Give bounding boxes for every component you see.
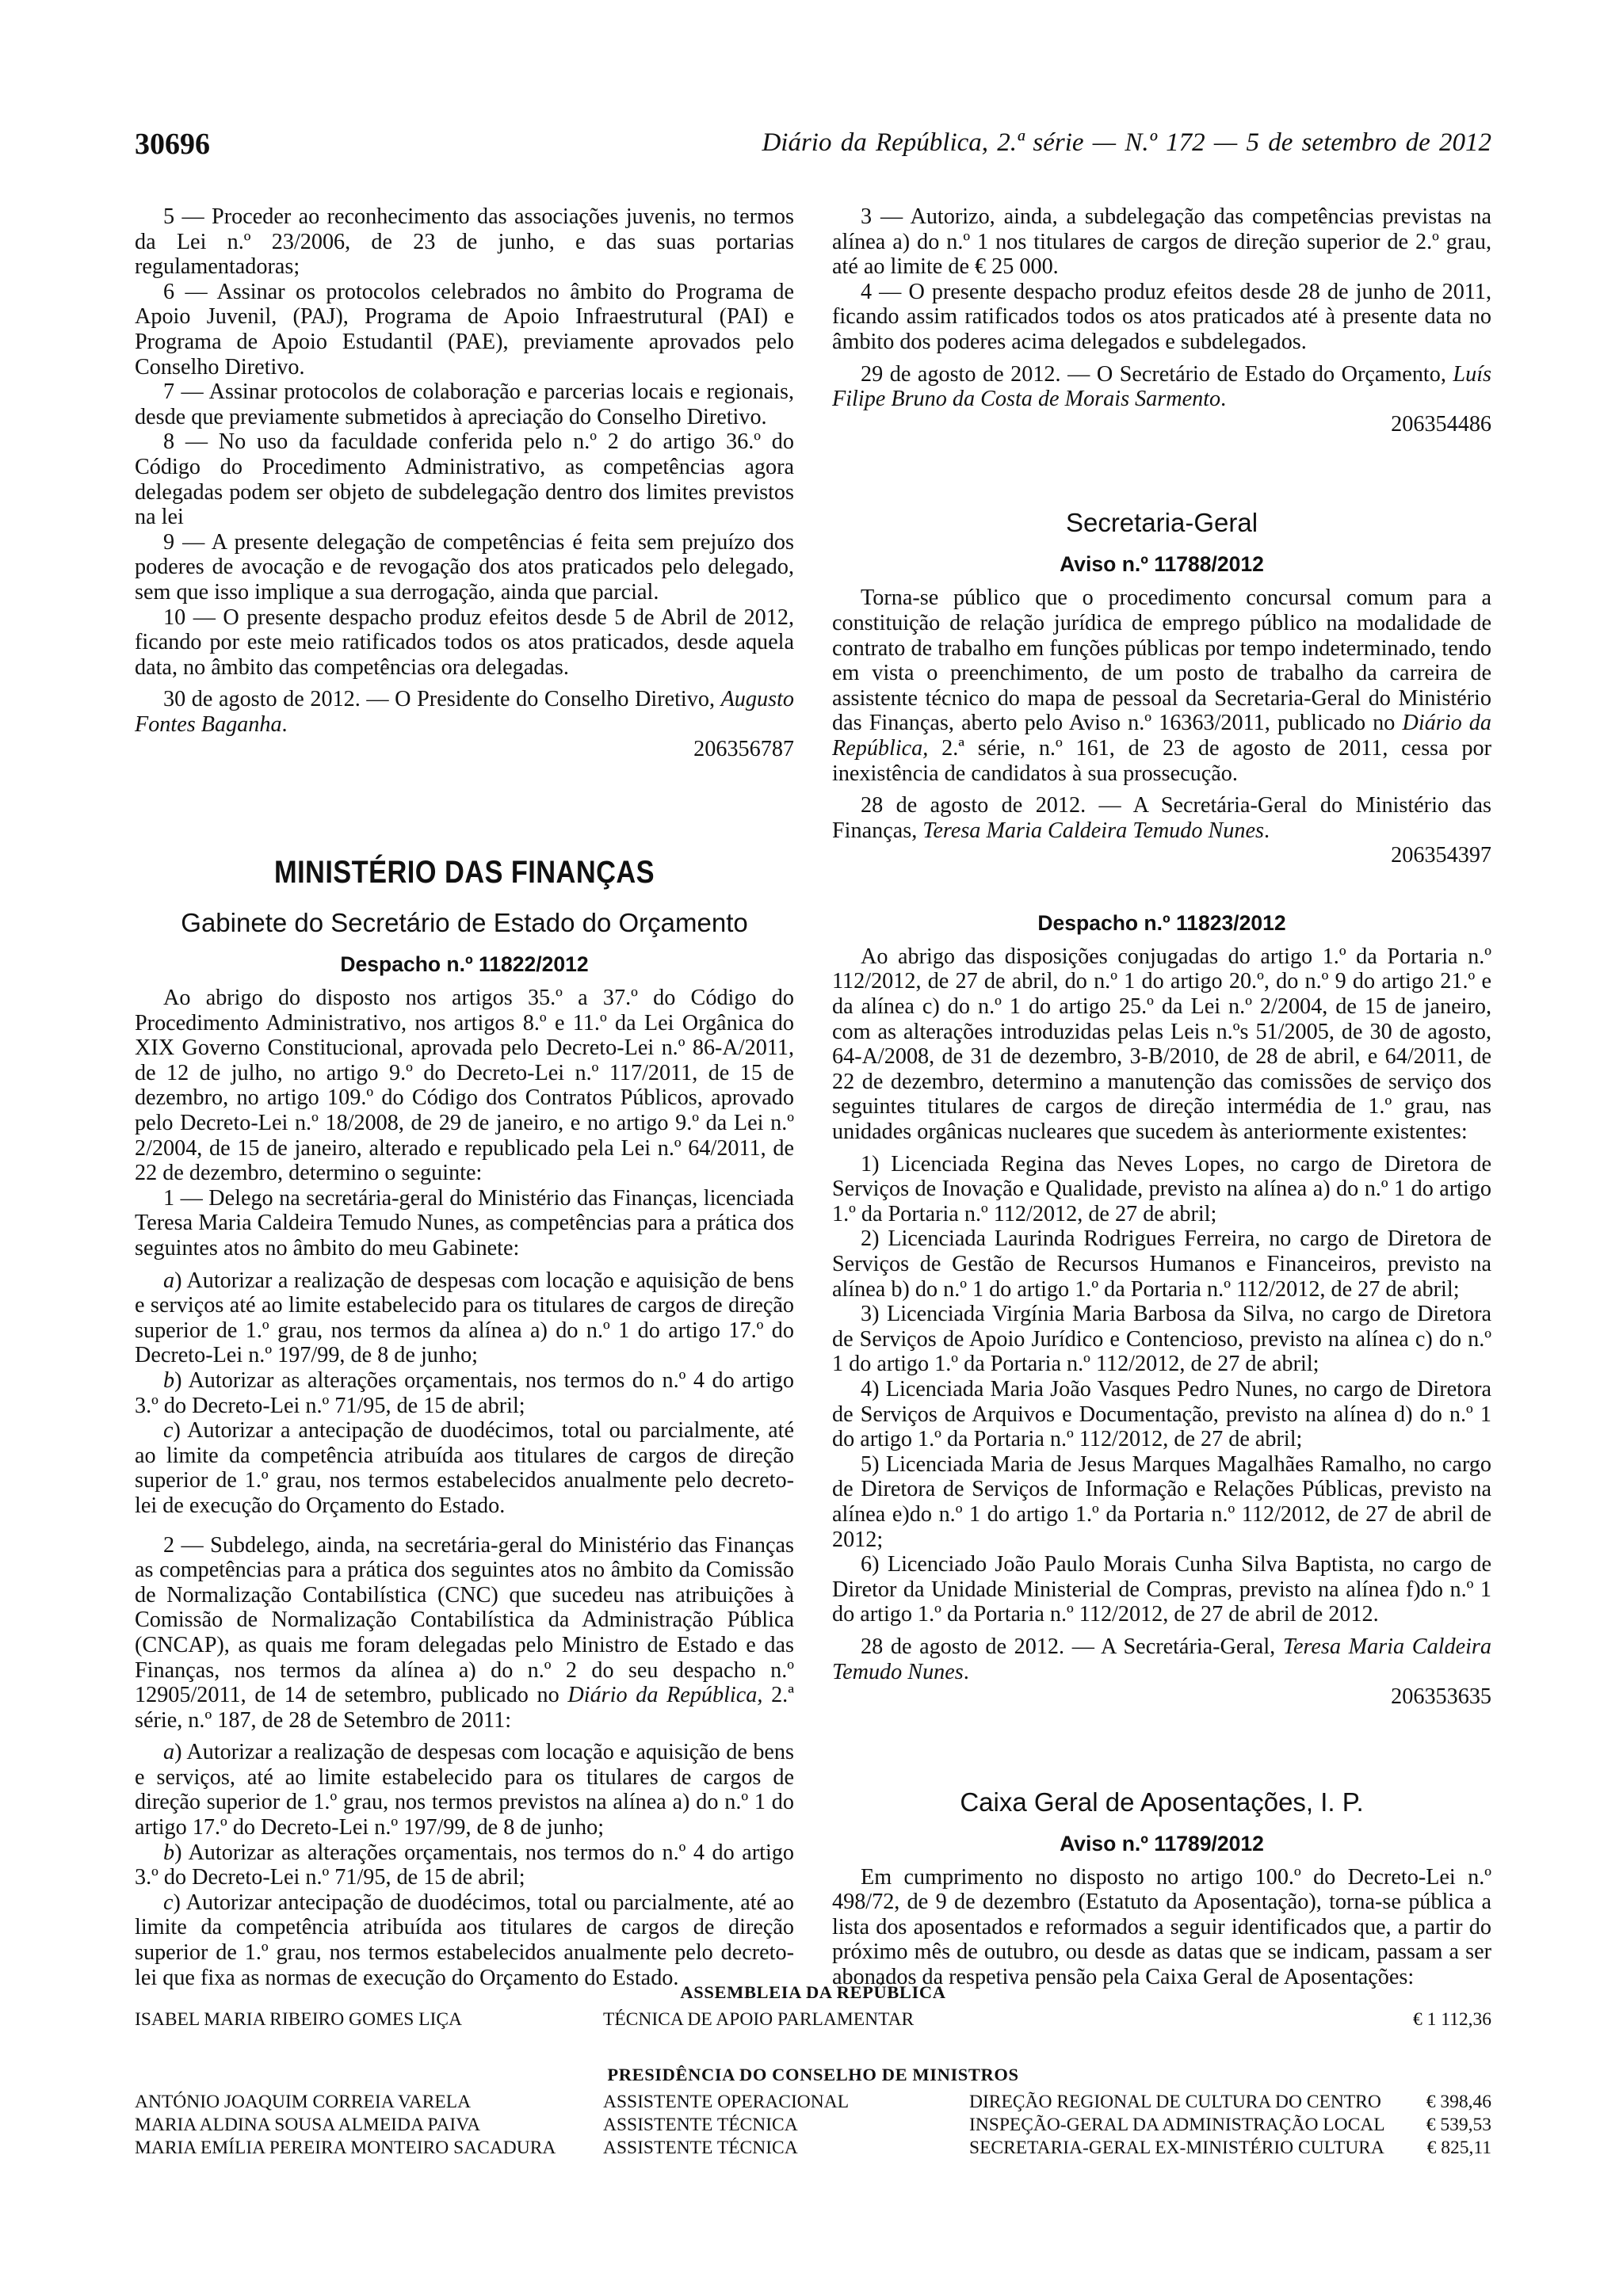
ministry-title: MINISTÉRIO DAS FINANÇAS	[273, 855, 655, 891]
paragraph: 8 — No uso da faculdade conferida pelo n.º 2 do artigo 36.º do Código do Procedimento Administrativo, as competências agora delegadas podem ser objeto de subdelegação dentro dos limites previstos na lei	[135, 429, 794, 530]
category: ASSISTENTE OPERACIONAL	[603, 2092, 850, 2112]
organism: INSPEÇÃO-GERAL DA ADMINISTRAÇÃO LOCAL	[969, 2115, 1385, 2135]
paragraph: 5 — Proceder ao reconhecimento das associações juvenis, no termos da Lei n.º 23/2006, de 23 de junho, e das suas portarias regulamentadoras;	[135, 204, 794, 280]
list-item: 6) Licenciado João Paulo Morais Cunha Silva Baptista, no cargo de Diretor da Unidade Ministerial de Compras, previsto na alínea f)do n.º 1 do artigo 1.º da Portaria n.º 112/2012, de 27 de abril de 2012.	[832, 1552, 1491, 1627]
list-item: 5) Licenciada Maria de Jesus Marques Magalhães Ramalho, no cargo de Diretora de Serviços de Informação e Relações Públicas, previsto na alínea e)do n.º 1 do artigo 1.º da Portaria n.º 112/2012, de 27 de abril de 2012;	[832, 1451, 1491, 1552]
person-name: ANTÓNIO JOAQUIM CORREIA VARELA	[135, 2092, 472, 2112]
list-item: c) Autorizar a antecipação de duodécimos, total ou parcialmente, até ao limite da competência atribuída aos titulares de cargos de direção superior de 1.º grau, nos termos estabelecidos anualmente pelo decreto-lei de execução do Orçamento do Estado.	[135, 1418, 794, 1518]
page-header	[135, 127, 1491, 166]
paragraph: Em cumprimento no disposto no artigo 100.º do Decreto-Lei n.º 498/72, de 9 de dezembro (Estatuto da Aposentação), torna-se pública a lista dos aposentados e reformados a seguir identificados que, a partir do próximo mês de outubro, ou desde as datas que se indicam, passam a ser abonados da respetiva pensão pela Caixa Geral de Aposentações:	[832, 1864, 1491, 1990]
person-name: MARIA EMÍLIA PEREIRA MONTEIRO SACADURA	[135, 2138, 556, 2158]
category: ASSISTENTE TÉCNICA	[603, 2138, 798, 2158]
paragraph: Torna-se público que o procedimento concursal comum para a constituição de relação jurídica de emprego público na modalidade de contrato de trabalho em funções públicas por tempo indeterminado, tendo em vista o preenchimento, de um posto de trabalho da carreira de assistente técnico do mapa de pessoal da Secretaria-Geral do Ministério das Finanças, aberto pelo Aviso n.º 16363/2011, publicado no Diário da República, 2.ª série, n.º 161, de 23 de agosto de 2011, cessa por inexistência de candidatos à sua prossecução.	[832, 585, 1491, 786]
list-item: a) Autorizar a realização de despesas com locação e aquisição de bens e serviços, até ao limite estabelecido para os titulares de cargos de direção superior de 1.º grau, nos termos previstos na alínea a) do n.º 1 do artigo 17.º do Decreto-Lei n.º 197/99, de 8 de junho;	[135, 1740, 794, 1840]
paragraph: Ao abrigo do disposto nos artigos 35.º a 37.º do Código do Procedimento Administrativo, nos artigos 8.º e 11.º da Lei Orgânica do XIX Governo Constitucional, aprovada pelo Decreto-Lei n.º 86-A/2011, de 12 de julho, no artigo 9.º do Decreto-Lei n.º 117/2011, de 15 de dezembro, no artigo 109.º do Código dos Contratos Públicos, aprovado pelo Decreto-Lei n.º 18/2008, de 29 de janeiro, e no artigo 9.º da Lei n.º 2/2004, de 15 de janeiro, alterado e republicado pela Lei n.º 64/2011, de 22 de dezembro, determino o seguinte:	[135, 986, 794, 1186]
list-item: b) Autorizar as alterações orçamentais, nos termos do n.º 4 do artigo 3.º do Decreto-Lei n.º 71/95, de 15 de abril;	[135, 1840, 794, 1890]
table-row	[135, 2114, 1491, 2137]
pension-value: € 539,53	[1426, 2115, 1491, 2135]
act-title: Aviso n.º 11789/2012	[1060, 1831, 1264, 1855]
publication-code: 206354486	[1391, 411, 1491, 437]
paragraph: 7 — Assinar protocolos de colaboração e parcerias locais e regionais, desde que previamente submetidos à apreciação do Conselho Diretivo.	[135, 379, 794, 429]
signatory-name: Augusto Fontes Baganha	[135, 687, 794, 737]
signatory-name: Luís Filipe Bruno da Costa de Morais Sarmento	[832, 361, 1491, 412]
pension-value: € 825,11	[1426, 2138, 1491, 2158]
list-item: c) Autorizar antecipação de duodécimos, total ou parcialmente, até ao limite da competência atribuída aos titulares de cargos de direção superior de 1.º grau, nos termos estabelecidos anualmente pelo decreto-lei que fixa as normas de execução do Orçamento do Estado.	[135, 1890, 794, 1990]
list-item: 2) Licenciada Laurinda Rodrigues Ferreira, no cargo de Diretora de Serviços de Gestão de Recursos Humanos e Financeiros, previsto na alínea b) do n.º 1 do artigo 1.º da Portaria n.º 112/2012, de 27 de abril;	[832, 1226, 1491, 1302]
paragraph: Ao abrigo das disposições conjugadas do artigo 1.º da Portaria n.º 112/2012, de 27 de abril, do n.º 1 do artigo 20.º, do n.º 9 do artigo 21.º e da alínea c) do n.º 1 do artigo 25.º da Lei n.º 2/2004, de 15 de janeiro, com as alterações introduzidas pelas Leis n.ºs 51/2005, de 30 de agosto, 64-A/2008, de 31 de dezembro, 3-B/2010, de 28 de abril, e 64/2011, de 22 de dezembro, determino a manutenção das comissões de serviço dos seguintes titulares de cargos de direção intermédia de 1.º grau, nas unidades orgânicas nucleares que sucedem às anteriormente existentes:	[832, 944, 1491, 1145]
signatory-name: Teresa Maria Caldeira Temudo Nunes	[832, 1634, 1491, 1684]
person-name: ISABEL MARIA RIBEIRO GOMES LIÇA	[135, 2009, 463, 2030]
paragraph: 9 — A presente delegação de competências é feita sem prejuízo dos poderes de avocação e de revogação dos atos praticados pelo delegado, sem que isso implique a sua derrogação, ainda que parcial.	[135, 529, 794, 605]
list-item: 4) Licenciada Maria João Vasques Pedro Nunes, no cargo de Diretora de Serviços de Arquivos e Documentação, previsto na alínea d) do n.º 1 do artigo 1.º da Portaria n.º 112/2012, de 27 de abril;	[832, 1376, 1491, 1452]
pension-value: € 398,46	[1426, 2092, 1491, 2112]
act-title: Aviso n.º 11788/2012	[1060, 552, 1264, 577]
organism: SECRETARIA-GERAL EX-MINISTÉRIO CULTURA	[969, 2138, 1384, 2158]
list-item: a) Autorizar a realização de despesas com locação e aquisição de bens e serviços até ao limite estabelecido para os titulares de cargos de direção superior de 1.º grau, nos termos da alínea a) do n.º 1 do artigo 17.º do Decreto-Lei n.º 197/99, de 8 de junho;	[135, 1268, 794, 1368]
pension-list	[135, 1981, 1491, 2160]
section-title: Secretaria-Geral	[1065, 508, 1258, 538]
signatory-name: Teresa Maria Caldeira Temudo Nunes	[922, 818, 1264, 843]
publication-code: 206354397	[1391, 843, 1491, 868]
publication-header: Diário da República, 2.ª série — N.º 172 — 5 de setembro de 2012	[762, 128, 1491, 157]
act-title: Despacho n.º 11823/2012	[1037, 910, 1286, 935]
paragraph: 1 — Delego na secretária-geral do Ministério das Finanças, licenciada Teresa Maria Caldeira Temudo Nunes, as competências para a prática dos seguintes atos no âmbito do meu Gabinete:	[135, 1185, 794, 1261]
signature: 29 de agosto de 2012. — O Secretário de Estado do Orçamento, Luís Filipe Bruno da Costa de Morais Sarmento.	[832, 361, 1491, 412]
signature: 28 de agosto de 2012. — A Secretária-Geral do Ministério das Finanças, Teresa Maria Caldeira Temudo Nunes.	[832, 793, 1491, 843]
publication-code: 206353635	[1391, 1684, 1491, 1710]
paragraph: 6 — Assinar os protocolos celebrados no âmbito do Programa de Apoio Juvenil, (PAJ), Programa de Apoio Infraestrutural (PAI) e Programa de Apoio Estudantil (PAE), previamente aprovados pelo Conselho Diretivo.	[135, 279, 794, 379]
paragraph: 4 — O presente despacho produz efeitos desde 28 de junho de 2011, ficando assim ratificados todos os atos praticados até à presente data no âmbito dos poderes acima delegados e subdelegados.	[832, 279, 1491, 354]
list-item: 3) Licenciada Virgínia Maria Barbosa da Silva, no cargo de Diretora de Serviços de Apoio Jurídico e Contencioso, previsto na alínea c) do n.º 1 do artigo 1.º da Portaria n.º 112/2012, de 27 de abril;	[832, 1302, 1491, 1377]
list-item: b) Autorizar as alterações orçamentais, nos termos do n.º 4 do artigo 3.º do Decreto-Lei n.º 71/95, de 15 de abril;	[135, 1367, 794, 1418]
left-column	[135, 204, 794, 1990]
person-name: MARIA ALDINA SOUSA ALMEIDA PAIVA	[135, 2115, 481, 2135]
section-title: Caixa Geral de Aposentações, I. P.	[960, 1787, 1364, 1817]
organization-heading: PRESIDÊNCIA DO CONSELHO DE MINISTROS	[607, 2065, 1019, 2084]
publication-code: 206356787	[693, 737, 794, 762]
category: TÉCNICA DE APOIO PARLAMENTAR	[603, 2009, 915, 2030]
category: ASSISTENTE TÉCNICA	[603, 2115, 798, 2135]
table-row	[135, 2091, 1491, 2114]
signature: 28 de agosto de 2012. — A Secretária-Geral, Teresa Maria Caldeira Temudo Nunes.	[832, 1634, 1491, 1684]
organism: DIREÇÃO REGIONAL DE CULTURA DO CENTRO	[969, 2092, 1381, 2112]
list-item: 1) Licenciada Regina das Neves Lopes, no cargo de Diretora de Serviços de Inovação e Qualidade, previsto na alínea a) do n.º 1 do artigo 1.º da Portaria n.º 112/2012, de 27 de abril;	[832, 1151, 1491, 1226]
act-title: Despacho n.º 11822/2012	[340, 952, 589, 977]
pension-value: € 1 112,36	[1412, 2009, 1491, 2030]
section-title: Gabinete do Secretário de Estado do Orçamento	[181, 908, 748, 938]
table-row	[135, 2137, 1491, 2160]
organization-heading: ASSEMBLEIA DA REPÚBLICA	[680, 1982, 946, 2002]
right-column	[832, 204, 1491, 1990]
page-number: 30696	[135, 128, 210, 161]
signature: 30 de agosto de 2012. — O Presidente do Conselho Diretivo, Augusto Fontes Baganha.	[135, 687, 794, 737]
paragraph: 2 — Subdelego, ainda, na secretária-geral do Ministério das Finanças as competências para a prática dos seguintes atos no âmbito da Comissão de Normalização Contabilística (CNC) que sucedeu nas atribuições à Comissão de Normalização Contabilística da Administração Pública (CNCAP), as quais me foram delegadas pelo Ministro de Estado e das Finanças, nos termos da alínea a) do n.º 2 do seu despacho n.º 12905/2011, de 14 de setembro, publicado no Diário da República, 2.ª série, n.º 187, de 28 de Setembro de 2011:	[135, 1532, 794, 1733]
paragraph: 10 — O presente despacho produz efeitos desde 5 de Abril de 2012, ficando por este meio ratificados todos os atos praticados, desde aquela data, no âmbito das competências ora delegadas.	[135, 605, 794, 680]
paragraph: 3 — Autorizo, ainda, a subdelegação das competências previstas na alínea a) do n.º 1 nos titulares de cargos de direção superior de 2.º grau, até ao limite de € 25 000.	[832, 204, 1491, 280]
table-row	[135, 2008, 1491, 2031]
